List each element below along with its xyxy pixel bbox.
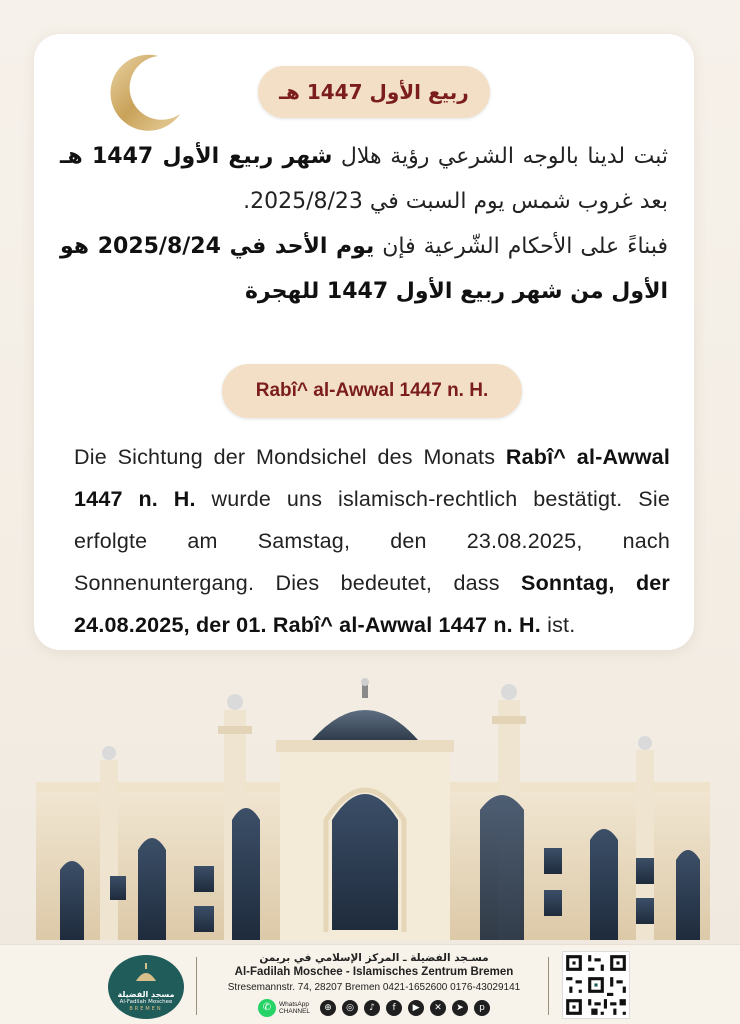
youtube-icon[interactable]: ▶ xyxy=(408,1000,424,1016)
arabic-month-badge: ربيع الأول 1447 هـ xyxy=(258,66,490,118)
arabic-announcement xyxy=(60,134,668,314)
arabic-text-3: فبناءً على الأحكام الشّرعية فإن xyxy=(374,234,668,259)
logo-arabic-name: مسجد الفضيلة xyxy=(117,990,175,999)
logo-german-name: Al-Fadilah Moschee xyxy=(119,999,173,1005)
arabic-text-month: شهر ربيع الأول 1447 هـ xyxy=(60,144,333,169)
globe-icon[interactable]: ⊕ xyxy=(320,1000,336,1016)
footer-divider-right xyxy=(548,957,549,1015)
german-text-2: wurde uns islamisch-rechtlich bestätigt. Sie erfolgte am Samstag, den 23.08.2025, nach Sonnenuntergang. Dies bedeutet, dass xyxy=(74,487,670,595)
german-text-date: Sonntag, der 24.08.2025, der 01. Rabî^ al-Awwal 1447 n. H. xyxy=(74,571,670,637)
instagram-icon[interactable]: ◎ xyxy=(342,1000,358,1016)
facebook-icon[interactable]: f xyxy=(386,1000,402,1016)
mosque-building-illustration xyxy=(0,640,740,940)
mosque-logo[interactable] xyxy=(108,955,184,1019)
arabic-text-1: ثبت لدينا بالوجه الشرعي رؤية هلال xyxy=(332,144,668,169)
footer-address: Stresemannstr. 74, 28207 Bremen 0421-1652600 0176-43029141 xyxy=(227,982,521,993)
telegram-icon[interactable]: ➤ xyxy=(452,1000,468,1016)
logo-city: BREMEN xyxy=(129,1006,163,1012)
whatsapp-channel-link[interactable] xyxy=(258,999,310,1017)
footer-divider-left xyxy=(196,957,197,1015)
german-month-badge: Rabî^ al-Awwal 1447 n. H. xyxy=(222,364,522,418)
footer-title-german: Al-Fadilah Moschee - Islamisches Zentrum Bremen xyxy=(234,966,514,978)
channel-label: CHANNEL xyxy=(278,1008,311,1015)
footer-title-arabic: مسـجد الفضيلة ـ المركز الإسلامي في بريمن xyxy=(259,952,489,964)
dome-icon xyxy=(132,963,160,983)
footer-info xyxy=(204,951,544,1017)
german-text-1: Die Sichtung der Mondsichel des Monats xyxy=(74,445,506,469)
german-text-month: Rabî^ al-Awwal 1447 n. H. xyxy=(74,445,670,511)
german-announcement xyxy=(74,436,670,646)
footer-bar xyxy=(0,944,740,1024)
crescent-moon-icon xyxy=(100,48,184,132)
tiktok-icon[interactable]: ♪ xyxy=(364,1000,380,1016)
german-text-3: ist. xyxy=(540,613,576,637)
arabic-text-day: يوم الأحد في 2025/8/24 هو الأول من شهر ربيع الأول 1447 للهجرة xyxy=(60,234,668,304)
social-icons-row xyxy=(204,999,544,1017)
x-icon[interactable]: ✕ xyxy=(430,1000,446,1016)
arabic-text-2: بعد غروب شمس يوم السبت في 2025/8/23. xyxy=(243,189,668,214)
qr-code[interactable] xyxy=(562,951,630,1019)
pinterest-icon[interactable]: p xyxy=(474,1000,490,1016)
whatsapp-label: WhatsApp xyxy=(278,1001,309,1008)
whatsapp-icon: ✆ xyxy=(258,999,276,1017)
